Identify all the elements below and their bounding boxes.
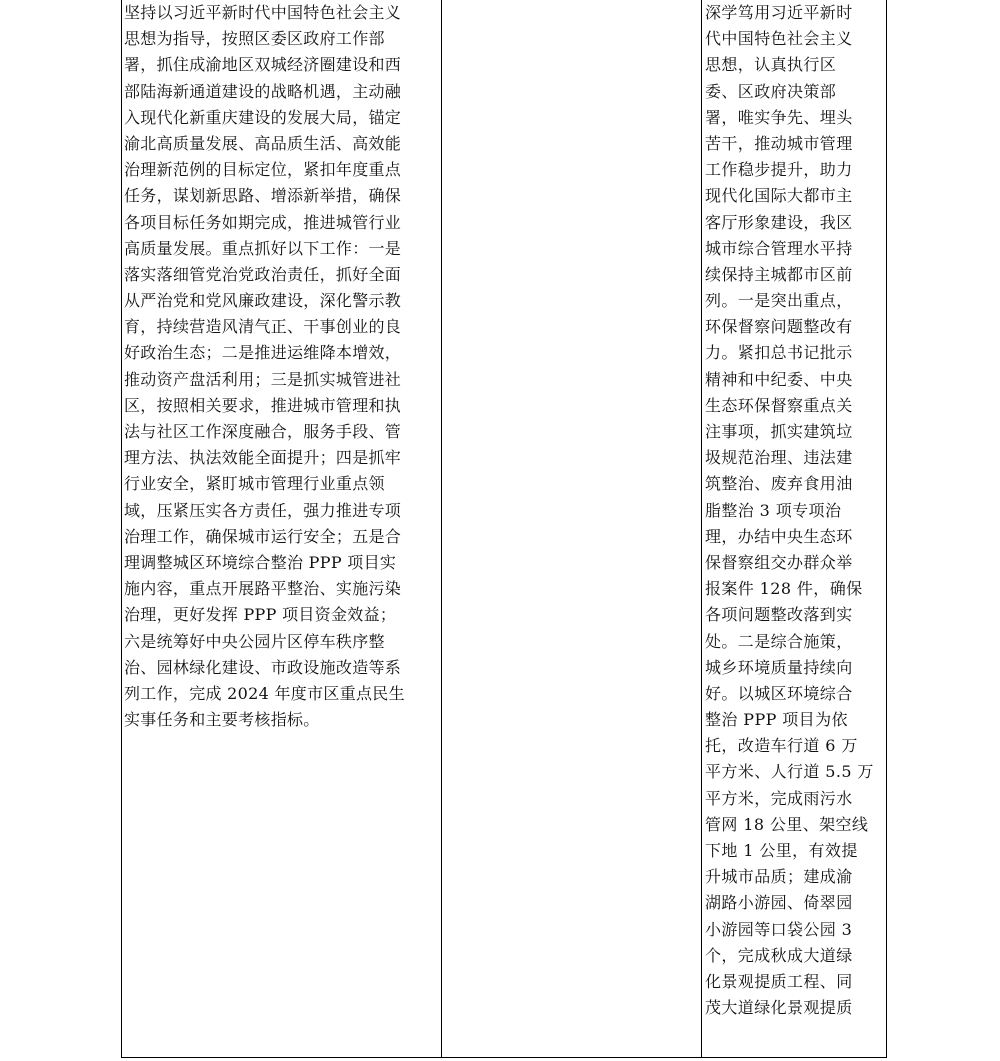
right-cell-text-line: 筑整治、废弃食用油 — [705, 474, 853, 494]
right-cell-text-line: 报案件 128 件，确保 — [705, 579, 863, 599]
right-cell-text-line: 圾规范治理、违法建 — [705, 448, 853, 468]
right-cell-text-line: 茂大道绿化景观提质 — [705, 998, 853, 1018]
right-cell-text-line: 升城市品质；建成渝 — [705, 867, 853, 887]
left-cell-text-line: 落实落细管党治党政治责任，抓好全面 — [124, 264, 402, 284]
right-cell-text-line: 生态环保督察重点关 — [705, 395, 853, 415]
right-cell-text-line: 委、区政府决策部 — [705, 81, 837, 101]
right-cell-text-line: 思想，认真执行区 — [705, 55, 837, 75]
column-divider-2 — [701, 0, 702, 1058]
right-cell-text-line: 管网 18 公里、架空线 — [705, 814, 869, 834]
left-cell-text-line: 推动资产盘活利用；三是抓实城管进社 — [124, 369, 402, 389]
right-cell-text-line: 城市综合管理水平持 — [705, 238, 853, 258]
left-cell-text-line: 域，压紧压实各方责任，强力推进专项 — [124, 500, 402, 520]
right-cell-text-line: 城乡环境质量持续向 — [705, 657, 853, 677]
left-cell-text-line: 法与社区工作深度融合，服务手段、管 — [124, 422, 402, 441]
right-cell-text-line: 个，完成秋成大道绿 — [705, 945, 853, 965]
left-cell-text-line: 理方法、执法效能全面提升；四是抓牢 — [124, 448, 402, 468]
right-cell-text-line: 脂整治 3 项专项治 — [705, 500, 842, 520]
left-cell-text-line: 实事任务和主要考核指标。 — [124, 710, 320, 730]
right-cell-text-line: 整治 PPP 项目为依 — [705, 710, 848, 730]
left-cell-text-line: 部陆海新通道建设的战略机遇，主动融 — [124, 81, 402, 101]
right-cell-text-line: 现代化国际大都市主 — [705, 186, 853, 206]
left-cell-text-line: 坚持以习近平新时代中国特色社会主义 — [124, 3, 402, 22]
left-cell-text-line: 行业安全，紧盯城市管理行业重点领 — [124, 474, 385, 494]
right-cell-text-line: 湖路小游园、倚翠园 — [705, 893, 853, 913]
right-cell-text-line: 平方米，完成雨污水 — [705, 788, 853, 808]
right-cell — [705, 0, 885, 1021]
right-cell-text-line: 代中国特色社会主义 — [705, 29, 853, 49]
left-cell-text-line: 育，持续营造风清气正、干事创业的良 — [124, 317, 402, 337]
right-cell-text-line: 化景观提质工程、同 — [705, 971, 853, 991]
right-cell-text-line: 各项问题整改落到实 — [705, 605, 853, 625]
right-cell-text-line: 续保持主城都市区前 — [705, 264, 853, 284]
left-cell-text-line: 理调整城区环境综合整治 PPP 项目实 — [124, 552, 397, 572]
left-cell-text-line: 治、园林绿化建设、市政设施改造等系 — [124, 657, 402, 677]
left-cell-text-line: 治理新范例的目标定位，紧扣年度重点 — [124, 160, 402, 180]
right-cell-text-line: 工作稳步提升，助力 — [705, 160, 853, 180]
left-cell-text-line: 好政治生态；二是推进运维降本增效， — [124, 343, 402, 363]
right-cell-text-line: 小游园等口袋公园 3 — [705, 919, 853, 939]
left-cell-text-line: 列工作，完成 2024 年度市区重点民生 — [124, 683, 405, 703]
left-cell-text-line: 治理，更好发挥 PPP 项目资金效益； — [124, 605, 397, 625]
right-cell-text-line: 托，改造车行道 6 万 — [705, 736, 858, 756]
left-cell — [124, 0, 440, 733]
left-cell-text-line: 区，按照相关要求，推进城市管理和执 — [124, 395, 402, 415]
left-cell-text-line: 署，抓住成渝地区双城经济圈建设和西 — [124, 55, 402, 75]
left-cell-text-line: 从严治党和党风廉政建设，深化警示教 — [124, 291, 402, 311]
right-cell-text-line: 苦干，推动城市管理 — [705, 133, 853, 153]
right-cell-text-line: 客厅形象建设，我区 — [705, 212, 853, 232]
right-cell-text-line: 下地 1 公里，有效提 — [705, 841, 858, 860]
right-cell-text-line: 列。一是突出重点， — [705, 291, 853, 311]
right-cell-text-line: 保督察组交办群众举 — [705, 552, 853, 572]
right-cell-text-line: 力。紧扣总书记批示 — [705, 343, 853, 363]
left-cell-text-line: 思想为指导，按照区委区政府工作部 — [124, 29, 385, 49]
left-cell-text-line: 各项目标任务如期完成，推进城管行业 — [124, 212, 402, 232]
left-cell-text-line: 施内容，重点开展路平整治、实施污染 — [124, 579, 402, 599]
right-cell-text-line: 深学笃用习近平新时 — [705, 3, 853, 22]
right-cell-text-line: 理，办结中央生态环 — [705, 526, 853, 546]
right-cell-text-line: 平方米、人行道 5.5 万 — [705, 762, 874, 782]
right-cell-text-line: 精神和中纪委、中央 — [705, 369, 853, 389]
right-cell-text-line: 注事项，抓实建筑垃 — [705, 422, 853, 441]
left-cell-text-line: 任务，谋划新思路、增添新举措，确保 — [124, 186, 402, 206]
left-cell-text-line: 治理工作，确保城市运行安全；五是合 — [124, 526, 402, 546]
left-cell-text-line: 渝北高质量发展、高品质生活、高效能 — [124, 133, 402, 153]
right-cell-text-line: 环保督察问题整改有 — [705, 317, 853, 337]
left-cell-text-line: 六是统筹好中央公园片区停车秩序整 — [124, 631, 385, 651]
right-cell-text-line: 好。以城区环境综合 — [705, 683, 853, 703]
left-cell-text-line: 高质量发展。重点抓好以下工作：一是 — [124, 238, 402, 258]
right-cell-text-line: 处。二是综合施策， — [705, 631, 853, 651]
left-cell-text-line: 入现代化新重庆建设的发展大局，锚定 — [124, 107, 402, 127]
right-cell-text-line: 署，唯实争先、埋头 — [705, 107, 853, 127]
column-divider-1 — [441, 0, 442, 1058]
